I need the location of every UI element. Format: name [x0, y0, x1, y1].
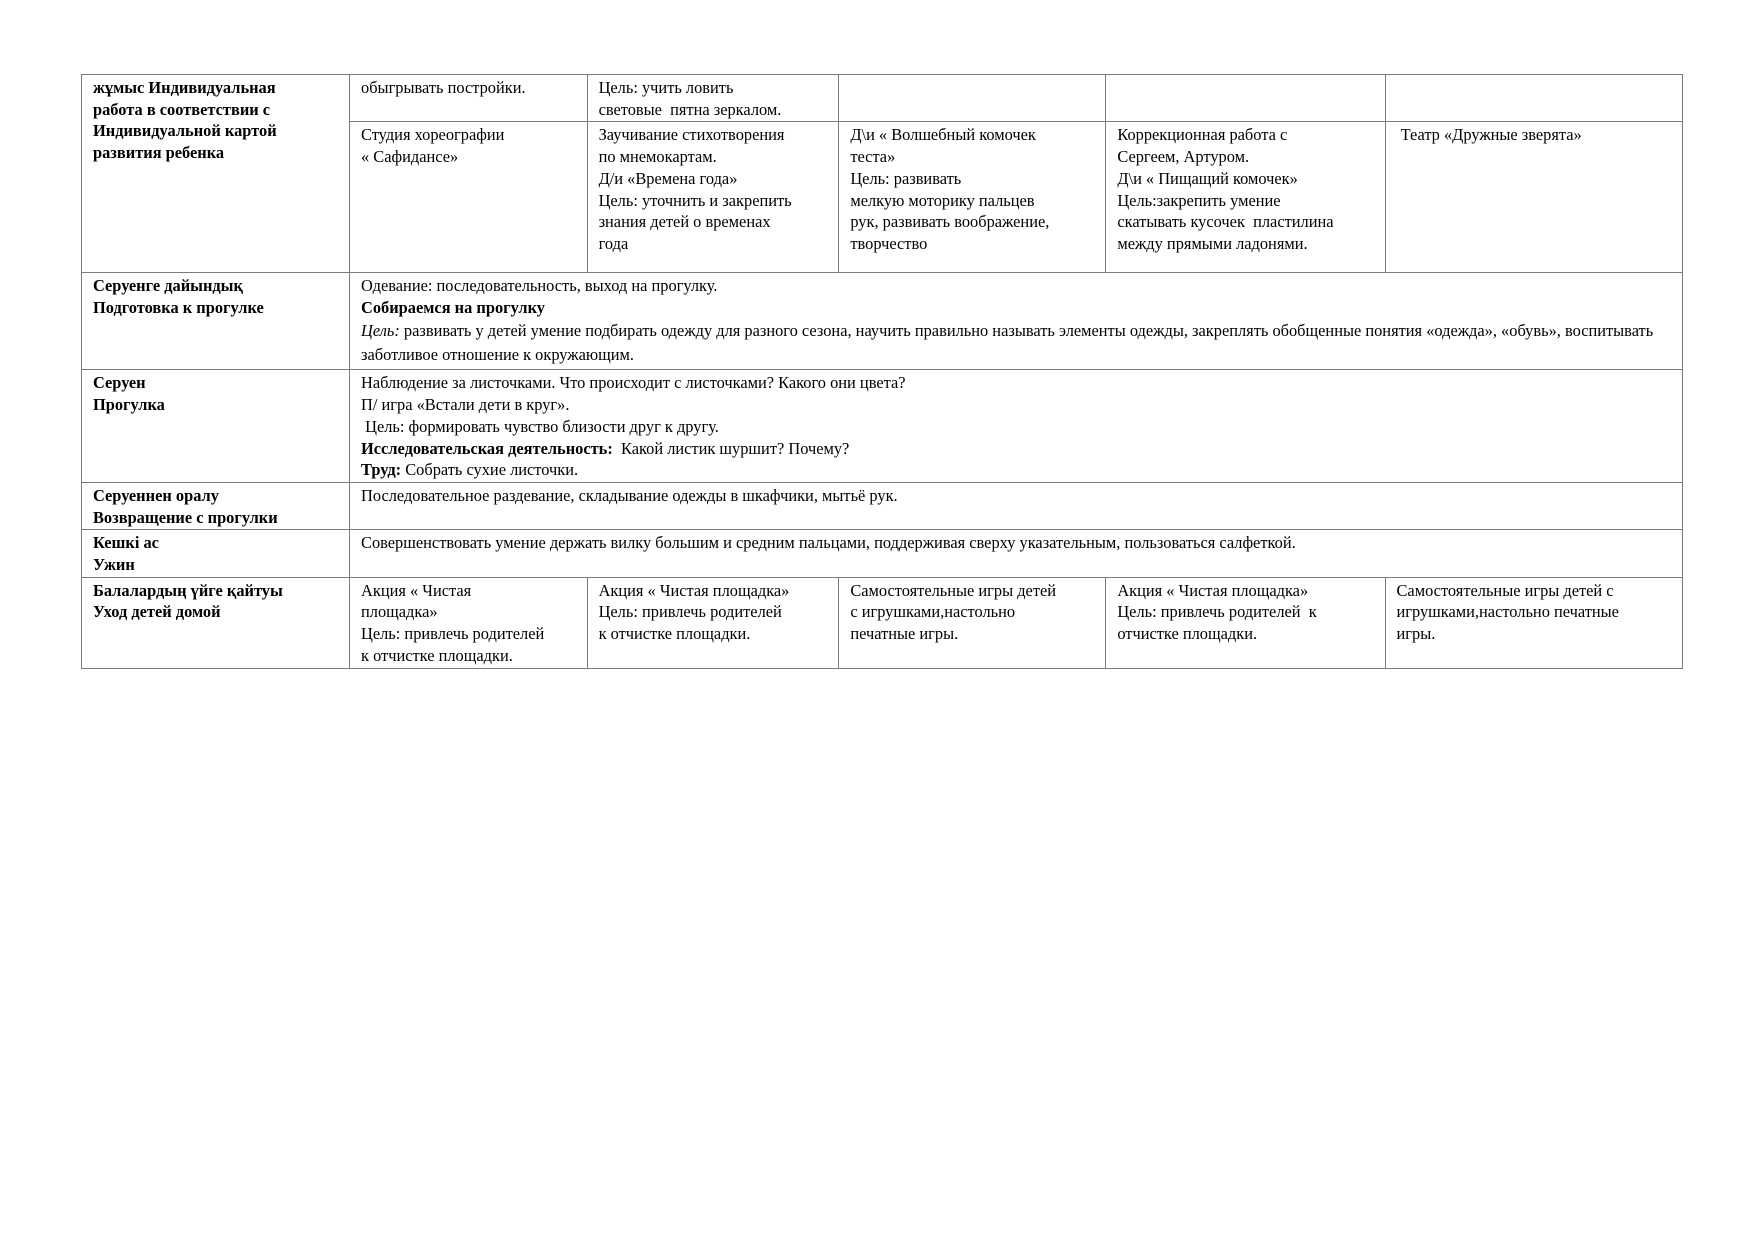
cell-going-home-1: Акция « Чистая площадка» Цель: привлечь родителей к отчистке площадки. [350, 577, 588, 668]
table-row [82, 530, 1683, 577]
row-label-return-walk: Серуеннен оралу Возвращение с прогулки [82, 482, 350, 529]
cell-individual-3: Д\и « Волшебный комочек теста» Цель: развивать мелкую моторику пальцев рук, развивать воображение, творчество [839, 122, 1106, 273]
row-label-dinner: Кешкі ас Ужин [82, 530, 350, 577]
table-row [82, 577, 1683, 668]
cell-individual-4: Коррекционная работа с Сергеем, Артуром. Д\и « Пищащий комочек» Цель:закрепить умение скатывать кусочек пластилина между прямыми ладонями. [1106, 122, 1385, 273]
row-label-prep-walk: Серуенге дайындық Подготовка к прогулке [82, 273, 350, 370]
cell-individual-top-3 [839, 75, 1106, 122]
labor-label: Труд: [361, 460, 402, 480]
cell-individual-top-4 [1106, 75, 1385, 122]
cell-individual-top-2: Цель: учить ловить световые пятна зеркалом. [587, 75, 839, 122]
table-row [82, 482, 1683, 529]
row-label-individual-work: жұмыс Индивидуальная работа в соответствии с Индивидуальной картой развития ребенка [82, 75, 350, 273]
cell-walk: Наблюдение за листочками. Что происходит с листочками? Какого они цвета? П/ игра «Встали дети в круг». Цель: формировать чувство близости друг к другу. Исследовательская деятельность: Какой листик шуршит? Почему? Труд: Собрать сухие листочки. [350, 370, 1683, 483]
row-label-going-home: Балалардың үйге қайтуы Уход детей домой [82, 577, 350, 668]
table-row [82, 75, 1683, 122]
cell-individual-top-5 [1385, 75, 1683, 122]
cell-dinner: Совершенствовать умение держать вилку большим и средним пальцами, поддерживая сверху указательным, пользоваться салфеткой. [350, 530, 1683, 577]
research-text: Какой листик шуршит? Почему? [612, 438, 850, 458]
cell-individual-1: Студия хореографии « Сафидансе» [350, 122, 588, 273]
cell-individual-2: Заучивание стихотворения по мнемокартам. Д/и «Времена года» Цель: уточнить и закрепить знания детей о временах года [587, 122, 839, 273]
cell-prep-walk: Одевание: последовательность, выход на прогулку. Собираемся на прогулку Цель: развивать у детей умение подбирать одежду для разного сезона, научить правильно называть элементы одежды, закреплять обобщенные понятия «одежда», «обувь», воспитывать заботливое отношение к окружающим. [350, 273, 1683, 370]
cell-going-home-2: Акция « Чистая площадка» Цель: привлечь родителей к отчистке площадки. [587, 577, 839, 668]
daily-plan-table [81, 74, 1683, 669]
cell-return-walk: Последовательное раздевание, складывание одежды в шкафчики, мытьё рук. [350, 482, 1683, 529]
research-label: Исследовательская деятельность: [361, 438, 613, 458]
goal-label: Цель: [361, 320, 400, 340]
cell-individual-5: Театр «Дружные зверята» [1385, 122, 1683, 273]
labor-text: Собрать сухие листочки. [401, 460, 579, 480]
table-row [82, 370, 1683, 483]
cell-going-home-4: Акция « Чистая площадка» Цель: привлечь родителей к отчистке площадки. [1106, 577, 1385, 668]
table-row [82, 273, 1683, 370]
cell-going-home-5: Самостоятельные игры детей с игрушками,настольно печатные игры. [1385, 577, 1683, 668]
cell-going-home-3: Самостоятельные игры детей с игрушками,настольно печатные игры. [839, 577, 1106, 668]
goal-text: развивать у детей умение подбирать одежду для разного сезона, научить правильно называть элементы одежды, закреплять обобщенные понятия «одежда», «обувь», воспитывать заботливое отношение к окружающим. [361, 320, 1658, 364]
cell-individual-top-1: обыгрывать постройки. [350, 75, 588, 122]
row-label-walk: Серуен Прогулка [82, 370, 350, 483]
